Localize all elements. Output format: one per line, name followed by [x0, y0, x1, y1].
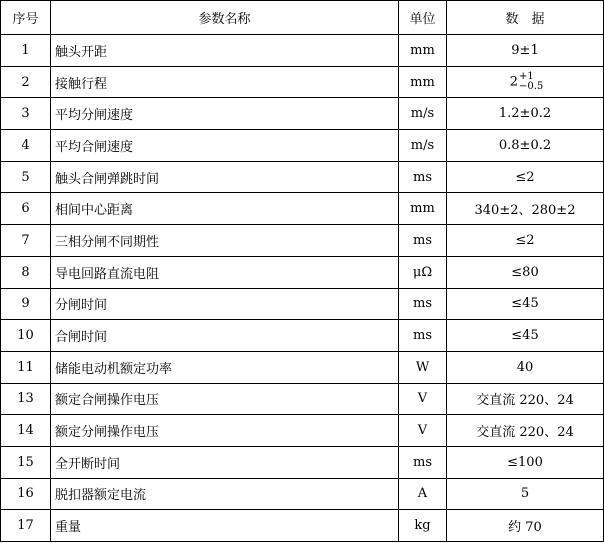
tolerance-lower: −0.5	[518, 81, 544, 93]
row-number: 2	[1, 66, 51, 98]
table-row	[1, 98, 604, 130]
table-row	[1, 225, 604, 257]
row-number: 8	[1, 256, 51, 288]
parameter-value: 340±2、280±2	[447, 193, 604, 225]
parameter-unit: μΩ	[399, 256, 447, 288]
table-row	[1, 193, 604, 225]
table-row	[1, 288, 604, 320]
parameter-unit: V	[399, 383, 447, 415]
row-number: 5	[1, 161, 51, 193]
parameter-value: 交直流 220、24	[447, 383, 604, 415]
parameter-value: 40	[447, 351, 604, 383]
parameter-unit: ms	[399, 320, 447, 352]
row-number: 4	[1, 130, 51, 162]
table-row	[1, 130, 604, 162]
table-header-row	[1, 1, 604, 35]
parameter-value: ≤2	[447, 225, 604, 257]
row-number: 1	[1, 35, 51, 67]
parameter-unit: W	[399, 351, 447, 383]
header-name: 参数名称	[51, 1, 399, 35]
tolerance-upper: +1	[518, 71, 534, 83]
parameter-value: 9±1	[447, 35, 604, 67]
parameter-unit: V	[399, 415, 447, 447]
parameter-unit: mm	[399, 66, 447, 98]
parameter-unit: ms	[399, 446, 447, 478]
parameter-value: 5	[447, 478, 604, 510]
parameter-name: 脱扣器额定电流	[51, 478, 399, 510]
row-number: 9	[1, 288, 51, 320]
parameter-name: 额定合闸操作电压	[51, 383, 399, 415]
row-number: 17	[1, 510, 51, 542]
table-row	[1, 161, 604, 193]
parameter-unit: ms	[399, 288, 447, 320]
table-body	[1, 35, 604, 542]
row-number: 13	[1, 383, 51, 415]
parameter-name: 分闸时间	[51, 288, 399, 320]
table-row	[1, 478, 604, 510]
parameter-value: 0.8±0.2	[447, 130, 604, 162]
parameter-name: 接触行程	[51, 66, 399, 98]
parameter-name: 触头开距	[51, 35, 399, 67]
table-row	[1, 256, 604, 288]
parameter-name: 相间中心距离	[51, 193, 399, 225]
parameter-unit: mm	[399, 35, 447, 67]
table-row	[1, 446, 604, 478]
parameter-name: 触头合闸弹跳时间	[51, 161, 399, 193]
parameter-name: 储能电动机额定功率	[51, 351, 399, 383]
row-number: 6	[1, 193, 51, 225]
header-no: 序号	[1, 1, 51, 35]
parameter-unit: ms	[399, 161, 447, 193]
tolerance-base: 2	[509, 74, 518, 90]
parameter-value: ≤45	[447, 288, 604, 320]
table-row	[1, 415, 604, 447]
parameter-unit: m/s	[399, 130, 447, 162]
table-row	[1, 510, 604, 542]
parameter-name: 平均合闸速度	[51, 130, 399, 162]
parameter-name: 平均分闸速度	[51, 98, 399, 130]
row-number: 14	[1, 415, 51, 447]
parameter-value	[447, 66, 604, 98]
parameter-unit: kg	[399, 510, 447, 542]
row-number: 11	[1, 351, 51, 383]
header-value: 数 据	[447, 1, 604, 35]
parameter-unit: mm	[399, 193, 447, 225]
parameter-name: 导电回路直流电阻	[51, 256, 399, 288]
table-row	[1, 351, 604, 383]
table-row	[1, 66, 604, 98]
row-number: 7	[1, 225, 51, 257]
header-unit: 单位	[399, 1, 447, 35]
parameter-value: ≤100	[447, 446, 604, 478]
parameter-name: 重量	[51, 510, 399, 542]
parameter-name: 全开断时间	[51, 446, 399, 478]
parameter-value: ≤45	[447, 320, 604, 352]
parameter-unit: m/s	[399, 98, 447, 130]
table-row	[1, 320, 604, 352]
tolerance-value	[507, 72, 544, 92]
parameter-unit: ms	[399, 225, 447, 257]
row-number: 16	[1, 478, 51, 510]
tolerance-limits	[519, 72, 543, 92]
row-number: 3	[1, 98, 51, 130]
parameter-value: 约 70	[447, 510, 604, 542]
parameter-unit: A	[399, 478, 447, 510]
row-number: 10	[1, 320, 51, 352]
table-row	[1, 383, 604, 415]
parameter-name: 三相分闸不同期性	[51, 225, 399, 257]
parameter-name: 合闸时间	[51, 320, 399, 352]
table-row	[1, 35, 604, 67]
row-number: 15	[1, 446, 51, 478]
parameter-value: 1.2±0.2	[447, 98, 604, 130]
parameter-value: ≤2	[447, 161, 604, 193]
parameter-value: 交直流 220、24	[447, 415, 604, 447]
parameter-name: 额定分闸操作电压	[51, 415, 399, 447]
parameter-value: ≤80	[447, 256, 604, 288]
